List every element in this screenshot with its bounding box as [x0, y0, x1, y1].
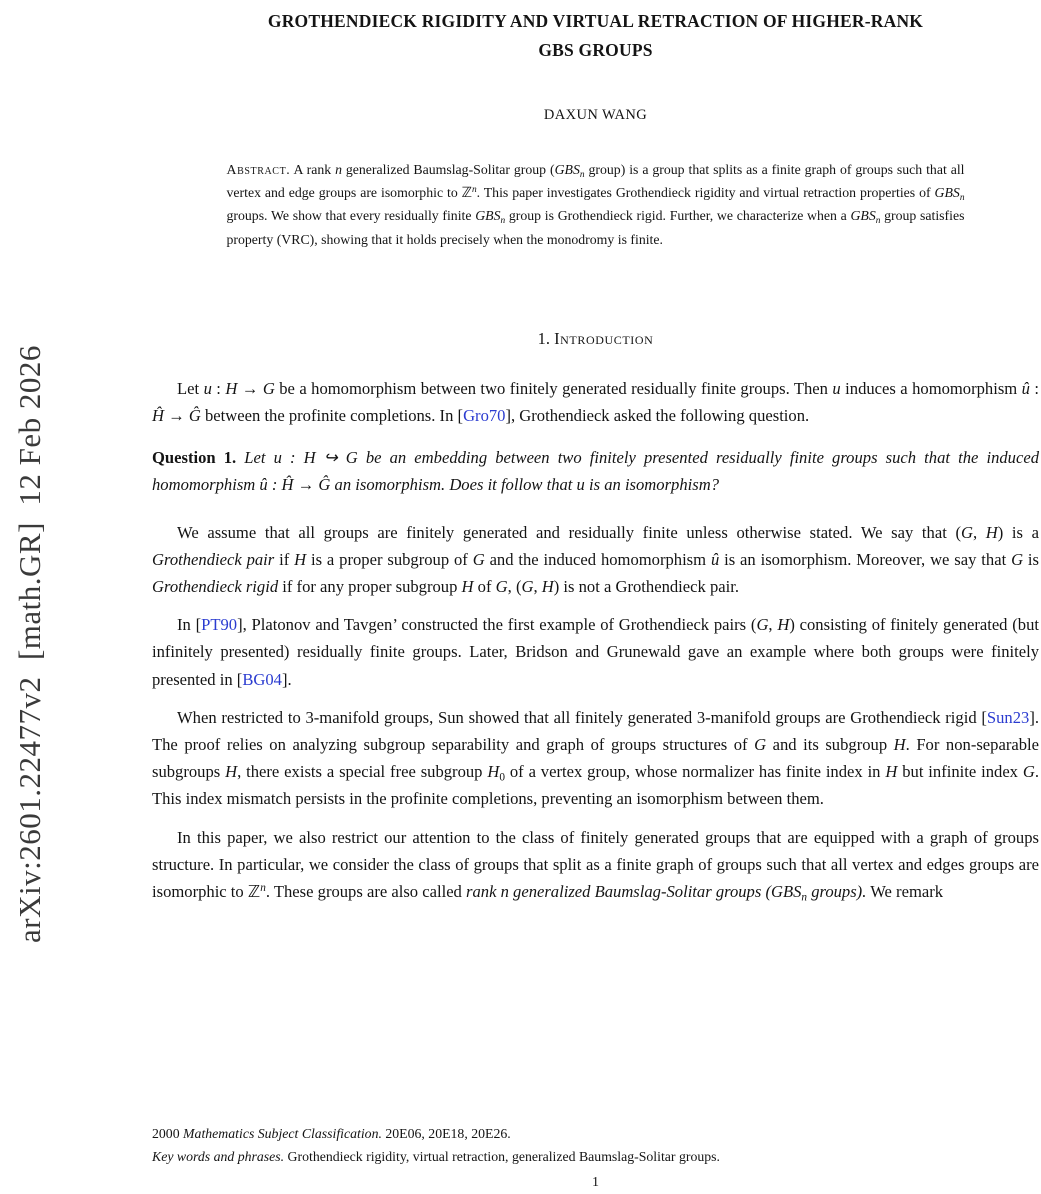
text-run: H: [893, 735, 906, 755]
text-run: be a homomorphism between two finitely generated residually finite groups. Then: [274, 378, 833, 398]
text-run: n: [335, 162, 342, 177]
text-run: G: [521, 577, 534, 597]
text-run: H: [541, 577, 554, 597]
footnotes: [152, 1122, 1039, 1168]
text-run: When restricted to 3-manifold groups, Sun showed that all finitely generated 3-manifold groups are Grothendieck rigid [: [177, 707, 987, 727]
text-run: We remark: [866, 882, 944, 902]
text-run: G: [756, 615, 769, 635]
section-heading-introduction: [152, 329, 1039, 349]
text-run: GBS: [850, 208, 876, 224]
text-run: Introduction: [554, 328, 654, 348]
body-paragraphs: [152, 375, 1039, 905]
text-run: between the profinite completions. In [: [200, 406, 464, 426]
text-run: A rank: [290, 162, 336, 177]
text-run: ], Grothendieck asked the following question.: [505, 406, 810, 426]
text-run: Key words and phrases.: [152, 1149, 285, 1164]
author-name: DAXUN WANG: [543, 107, 648, 123]
text-run: G: [495, 577, 508, 597]
text-run: ].: [281, 669, 292, 689]
text-run: n: [471, 185, 477, 196]
intro-paragraph-1: [152, 375, 1039, 429]
text-run: G: [262, 378, 275, 398]
text-run: ,: [972, 522, 986, 542]
citation-link[interactable]: Gro70: [463, 406, 506, 426]
text-run: ], Platonov and Tavgen’ constructed the first example of Grothendieck pairs (: [237, 615, 757, 635]
footnote-keywords: [152, 1145, 1039, 1168]
citation-link[interactable]: Sun23: [986, 707, 1030, 727]
text-run: →: [237, 378, 263, 398]
intro-paragraph-3: [152, 611, 1039, 693]
text-run: n: [500, 216, 506, 227]
text-run: Grothendieck pair: [152, 549, 275, 569]
citation-link[interactable]: BG04: [242, 669, 282, 689]
text-run: H: [985, 522, 998, 542]
text-run: ]. The proof relies on analyzing subgroup separability and graph of groups structures of: [152, 707, 1039, 755]
page-number: 1: [592, 1175, 599, 1190]
text-run: but infinite index: [897, 762, 1023, 782]
paper-title-line-1: GROTHENDIECK RIGIDITY AND VIRTUAL RETRACTION OF HIGHER-RANK: [267, 11, 924, 31]
text-run: :: [211, 378, 226, 398]
text-column: [152, 0, 1039, 916]
paper-title-line-2: GBS GROUPS: [538, 40, 653, 60]
text-run: generalized Baumslag-Solitar group (: [341, 162, 555, 177]
text-run: ) is a: [997, 522, 1039, 542]
text-run: ) is not a Grothendieck pair.: [553, 577, 739, 597]
intro-paragraph-5: [152, 824, 1039, 906]
text-run: u: [203, 378, 212, 398]
text-run: group) is a group that splits as a finite graph of groups such that all vertex and edge groups are isomorphic to ℤ: [226, 162, 965, 201]
text-run: . For non-separable subgroups: [152, 735, 1039, 782]
text-run: 0: [499, 771, 505, 784]
text-run: Abstract.: [226, 162, 291, 177]
text-run: Let: [177, 378, 204, 398]
text-run: G: [472, 549, 485, 569]
text-run: H: [885, 762, 898, 782]
text-run: n: [260, 881, 266, 894]
text-run: , (: [507, 577, 522, 597]
text-run: 2000: [152, 1126, 184, 1141]
text-run: We assume that all groups are finitely generated and residually finite unless otherwise stated. We say that (: [177, 522, 961, 542]
text-run: H: [461, 577, 474, 597]
text-run: H: [777, 615, 790, 635]
text-run: n: [959, 193, 965, 204]
text-run: H: [225, 762, 238, 782]
intro-paragraph-2: [152, 519, 1039, 601]
question-1: [152, 444, 1039, 498]
text-run: →: [163, 406, 189, 426]
text-run: GBS: [554, 162, 580, 177]
text-run: ,: [533, 577, 542, 597]
text-run: , there exists a special free subgroup: [237, 762, 488, 782]
text-run: is an isomorphism. Moreover, we say that: [719, 549, 1012, 569]
text-run: is a proper subgroup of: [306, 549, 473, 569]
text-run: of: [473, 577, 496, 597]
text-run: and the induced homomorphism: [484, 549, 711, 569]
text-run: . This index mismatch persists in the profinite completions, preventing an isomorphism between them.: [152, 762, 1040, 809]
text-run: G: [1022, 762, 1035, 782]
text-run: Let u : H ↪ G be an embedding between two finitely presented residually finite groups such that the induced homomorphism û : Ĥ → Ĝ an isomorphism. Does it follow that u is an isomorphism?: [152, 448, 1039, 495]
citation-link[interactable]: PT90: [201, 615, 238, 635]
text-run: 1.: [537, 328, 555, 348]
text-run: . These groups are also called: [265, 882, 467, 902]
text-run: û: [1021, 378, 1030, 398]
text-run: In this paper, we also restrict our attention to the class of finitely generated groups that are equipped with a graph of groups structure. In particular, we consider the class of groups that split as a finite graph of groups such that all vertex and edges groups are isomorphic to ℤ: [152, 827, 1039, 902]
text-run: if for any proper subgroup: [278, 577, 462, 597]
text-run: GBS: [475, 208, 501, 224]
text-run: In [: [177, 615, 202, 635]
text-run: groups. We show that every residually finite: [226, 208, 476, 224]
text-run: G: [1011, 549, 1024, 569]
text-run: group satisfies property (VRC), showing that it holds precisely when the monodromy is finite.: [226, 208, 965, 247]
text-run: GBS: [934, 185, 960, 201]
arxiv-watermark: arXiv:2601.22477v2 [math.GR] 12 Feb 2026: [12, 345, 47, 943]
text-run: 20E06, 20E18, 20E26.: [381, 1126, 511, 1141]
text-run: n: [875, 216, 881, 227]
text-run: n: [801, 891, 808, 904]
text-run: if: [274, 549, 295, 569]
text-run: :: [1029, 378, 1040, 398]
text-run: induces a homomorphism: [840, 378, 1022, 398]
text-run: Ĥ: [152, 406, 164, 426]
text-run: û: [710, 549, 720, 569]
text-run: Ĝ: [188, 406, 201, 426]
paper-title: [152, 7, 1039, 65]
text-run: group is Grothendieck rigid. Further, we characterize when a: [505, 208, 851, 224]
text-run: H: [294, 549, 307, 569]
abstract: [227, 158, 965, 251]
text-run: u: [832, 378, 841, 398]
text-run: and its subgroup: [766, 735, 894, 755]
intro-paragraph-4: [152, 704, 1039, 813]
text-run: n: [579, 170, 585, 180]
text-run: Grothendieck rigidity, virtual retraction, generalized Baumslag-Solitar groups.: [284, 1149, 720, 1164]
text-run: G: [960, 522, 973, 542]
text-run: . This paper investigates Grothendieck rigidity and virtual retraction properties of: [476, 185, 935, 201]
text-run: rank n generalized Baumslag-Solitar groups (GBS: [466, 882, 802, 902]
text-run: is: [1023, 549, 1039, 569]
text-run: ,: [768, 615, 778, 635]
text-run: Question 1.: [152, 448, 237, 468]
footnote-msc: [152, 1122, 1039, 1145]
text-run: of a vertex group, whose normalizer has finite index in: [504, 762, 886, 782]
text-run: H: [487, 762, 500, 782]
text-run: Mathematics Subject Classification.: [183, 1126, 382, 1141]
text-run: H: [225, 378, 238, 398]
text-run: Grothendieck rigid: [152, 577, 279, 597]
text-run: groups).: [807, 882, 867, 902]
text-run: G: [754, 735, 767, 755]
text-run: ) consisting of finitely generated (but infinitely presented) residually finite groups. Later, Bridson and Grunewald gave an example where both groups were finitely presented in [: [152, 615, 1039, 689]
